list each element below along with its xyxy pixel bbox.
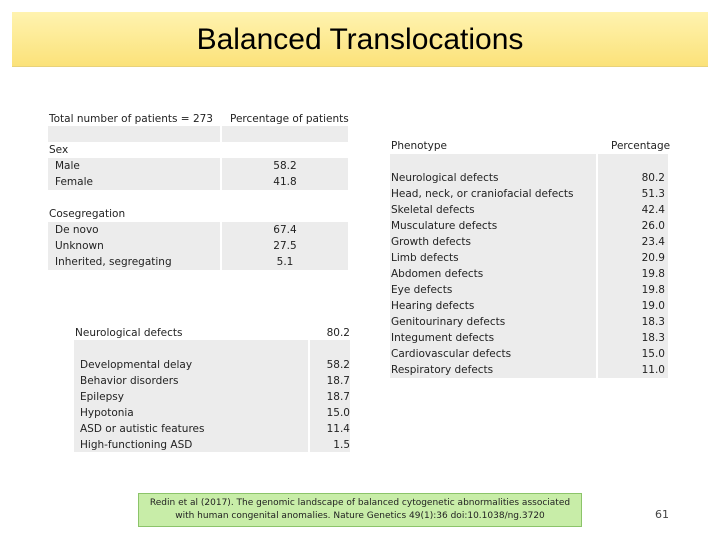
row-value: 80.2 <box>641 172 665 184</box>
row-label: Musculature defects <box>391 220 498 232</box>
row-label: Skeletal defects <box>391 204 475 216</box>
row-value: 18.3 <box>641 332 665 344</box>
row-band <box>310 340 350 356</box>
row-label: Eye defects <box>391 284 453 296</box>
row-value: 5.1 <box>276 256 294 268</box>
row-value: 67.4 <box>273 224 297 236</box>
row-band <box>222 126 348 142</box>
row-label: Hypotonia <box>80 407 134 419</box>
row-value: 58.2 <box>273 160 297 172</box>
row-value: 11.4 <box>326 423 350 435</box>
row-label: Developmental delay <box>80 359 193 371</box>
row-label: Behavior disorders <box>80 375 179 387</box>
row-label: Cardiovascular defects <box>391 348 512 360</box>
neuro-header-label: Neurological defects <box>75 327 183 339</box>
row-value: 1.5 <box>333 439 350 451</box>
citation-box <box>138 493 582 527</box>
row-value: 18.7 <box>326 391 350 403</box>
row-label: Female <box>55 176 93 188</box>
row-label: Inherited, segregating <box>55 256 172 268</box>
row-label: Respiratory defects <box>391 364 494 376</box>
page-title: Balanced Translocations <box>196 23 524 56</box>
row-value: 58.2 <box>326 359 350 371</box>
phenotype-header-label: Phenotype <box>391 140 447 152</box>
row-value: 51.3 <box>641 188 665 200</box>
row-label: Male <box>55 160 80 172</box>
row-label: Head, neck, or craniofacial defects <box>391 188 574 200</box>
row-value: 11.0 <box>641 364 665 376</box>
row-label: Epilepsy <box>80 391 124 403</box>
row-value: 15.0 <box>326 407 350 419</box>
row-band <box>48 126 220 142</box>
row-value: 18.3 <box>641 316 665 328</box>
row-value: 26.0 <box>641 220 665 232</box>
row-label: Sex <box>49 144 69 156</box>
row-value: 19.8 <box>641 268 665 280</box>
row-label: Limb defects <box>391 252 459 264</box>
patients-header-value: Percentage of patients <box>230 113 349 125</box>
citation-line: Redin et al (2017). The genomic landscape of balanced cytogenetic abnormalities associated <box>149 498 571 508</box>
row-label: Growth defects <box>391 236 471 248</box>
row-value: 15.0 <box>641 348 665 360</box>
row-label: Integument defects <box>391 332 495 344</box>
row-label: Cosegregation <box>49 208 126 220</box>
row-value: 19.0 <box>641 300 665 312</box>
patients-header-label: Total number of patients = 273 <box>49 113 213 125</box>
row-label: Neurological defects <box>391 172 499 184</box>
row-label: De novo <box>55 224 99 236</box>
neuro-header-value: 80.2 <box>326 327 350 339</box>
row-value: 18.7 <box>326 375 350 387</box>
row-label: ASD or autistic features <box>80 423 205 435</box>
row-band <box>390 154 596 170</box>
row-value: 42.4 <box>641 204 665 216</box>
citation-line: with human congenital anomalies. Nature Genetics 49(1):36 doi:10.1038/ng.3720 <box>175 511 545 521</box>
row-value: 23.4 <box>641 236 665 248</box>
phenotype-header-value: Percentage <box>611 140 671 152</box>
row-label: Unknown <box>55 240 104 252</box>
row-label: Hearing defects <box>391 300 475 312</box>
row-band <box>598 154 668 170</box>
row-value: 20.9 <box>641 252 665 264</box>
row-value: 27.5 <box>273 240 297 252</box>
row-label: Genitourinary defects <box>391 316 506 328</box>
row-label: High-functioning ASD <box>80 439 193 451</box>
title-rule <box>12 66 708 67</box>
row-band <box>74 340 308 356</box>
row-value: 41.8 <box>273 176 297 188</box>
row-label: Abdomen defects <box>391 268 484 280</box>
page-number: 61 <box>655 508 669 521</box>
row-value: 19.8 <box>641 284 665 296</box>
